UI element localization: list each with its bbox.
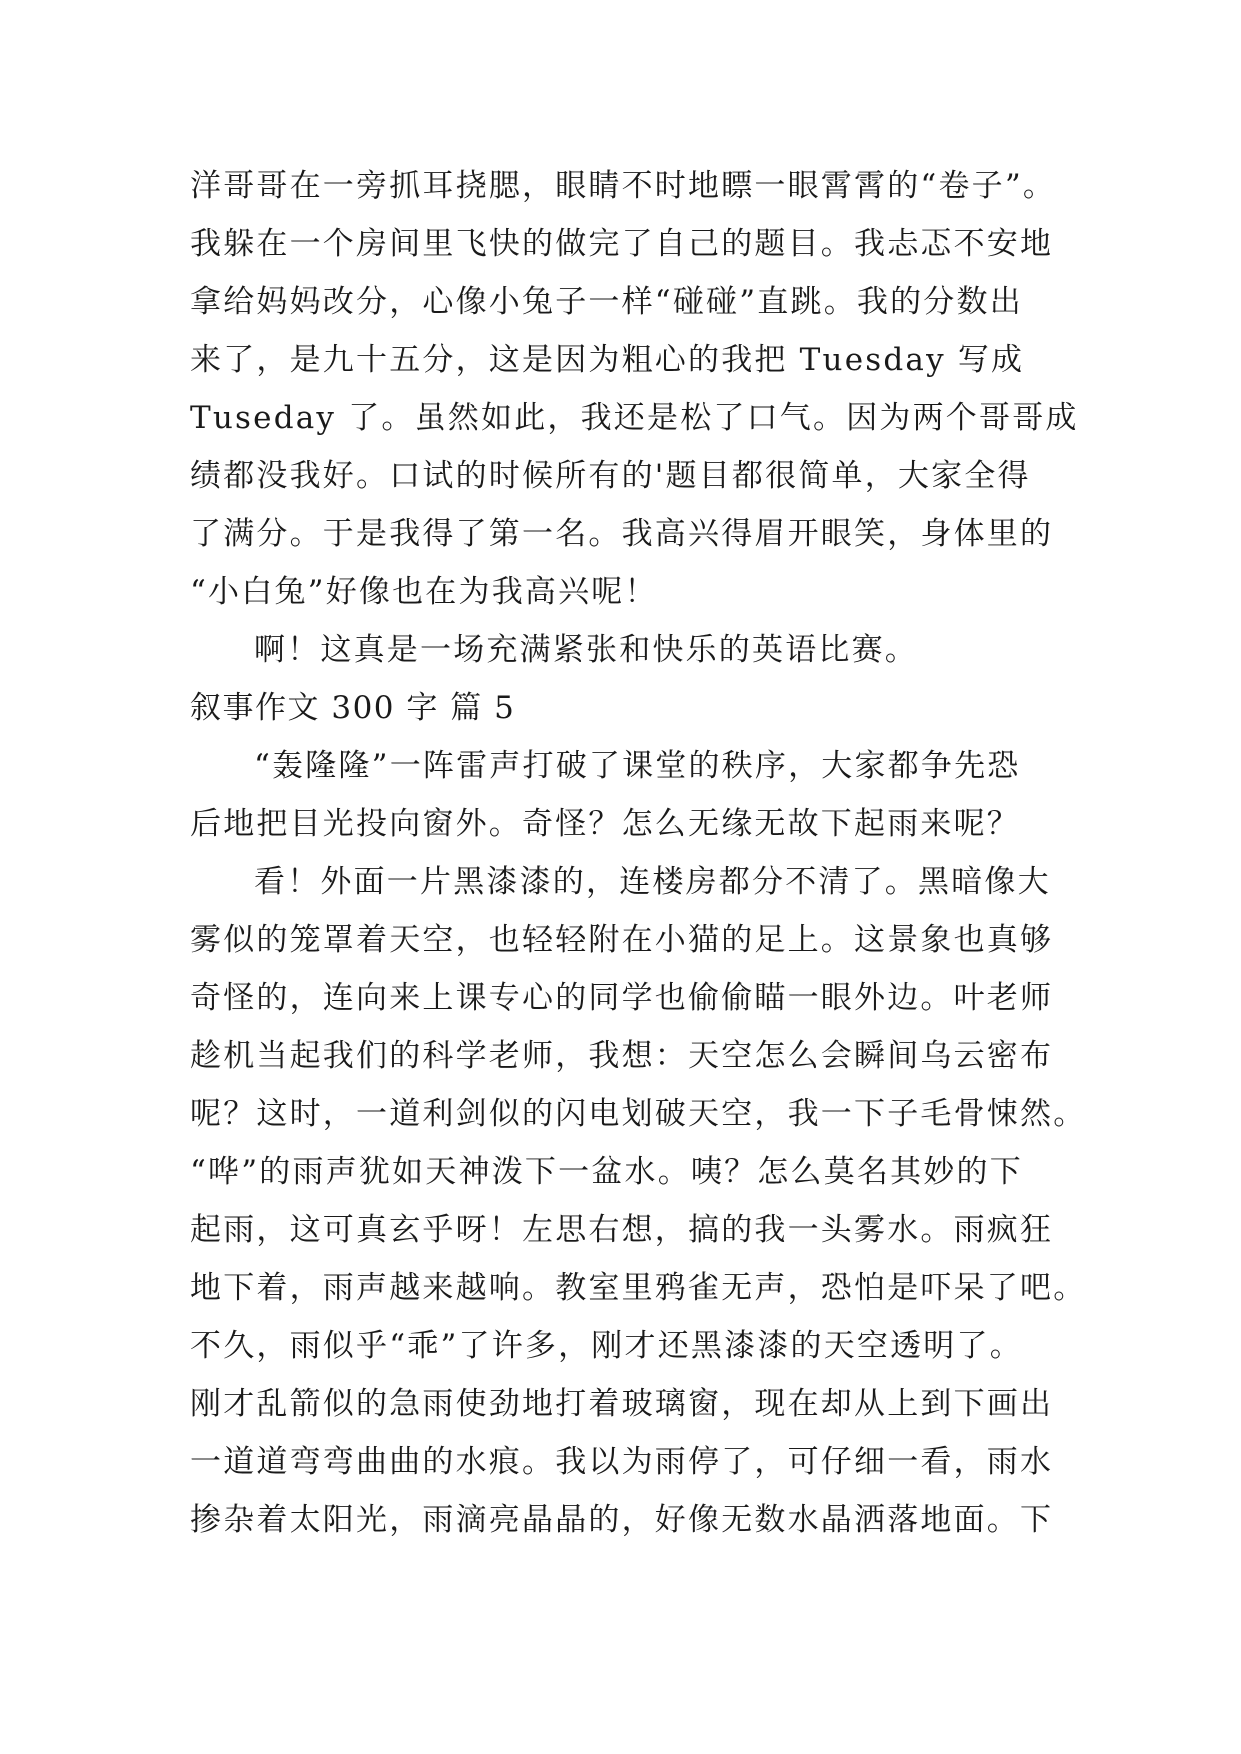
text-line: 洋哥哥在一旁抓耳挠腮，眼睛不时地瞟一眼霄霄的“卷子”。 [190,168,1057,204]
text-line: 掺杂着太阳光，雨滴亮晶晶的，好像无数水晶洒落地面。下 [190,1502,1054,1538]
text-line: 了满分。于是我得了第一名。我高兴得眉开眼笑，身体里的 [190,516,1054,552]
text-line: Tuseday 了。虽然如此，我还是松了口气。因为两个哥哥成 [190,400,1079,436]
text-line: 不久，雨似乎“乖”了许多，刚才还黑漆漆的天空透明了。 [190,1328,1023,1364]
text-line: 奇怪的，连向来上课专心的同学也偷偷瞄一眼外边。叶老师 [190,980,1054,1016]
text-line: 趁机当起我们的科学老师，我想：天空怎么会瞬间乌云密布 [190,1038,1054,1074]
text-line: 我躲在一个房间里飞快的做完了自己的题目。我忐忑不安地 [190,226,1054,262]
text-line: 绩都没我好。口试的时候所有的'题目都很简单，大家全得 [190,458,1031,494]
text-line: 呢？这时，一道利剑似的闪电划破天空，我一下子毛骨悚然。 [190,1096,1087,1132]
text-line: “小白兔”好像也在为我高兴呢！ [190,574,658,610]
text-line: 拿给妈妈改分，心像小兔子一样“碰碰”直跳。我的分数出 [190,284,1023,320]
text-line: 一道道弯弯曲曲的水痕。我以为雨停了，可仔细一看，雨水 [190,1444,1054,1480]
section-heading: 叙事作文 300 字 篇 5 [190,690,516,726]
text-line: 雾似的笼罩着天空，也轻轻附在小猫的足上。这景象也真够 [190,922,1054,958]
paragraph-first-line: 啊！这真是一场充满紧张和快乐的英语比赛。 [254,632,918,668]
text-line: “哗”的雨声犹如天神泼下一盆水。咦？怎么莫名其妙的下 [190,1154,1023,1190]
text-line: 后地把目光投向窗外。奇怪？怎么无缘无故下起雨来呢？ [190,806,1020,842]
paragraph-first-line: “轰隆隆”一阵雷声打破了课堂的秩序，大家都争先恐 [254,748,1021,784]
paragraph-first-line: 看！外面一片黑漆漆的，连楼房都分不清了。黑暗像大 [254,864,1051,900]
text-line: 刚才乱箭似的急雨使劲地打着玻璃窗，现在却从上到下画出 [190,1386,1054,1422]
text-line: 来了，是九十五分，这是因为粗心的我把 Tuesday 写成 [190,342,1025,378]
text-line: 起雨，这可真玄乎呀！左思右想，搞的我一头雾水。雨疯狂 [190,1212,1054,1248]
text-line: 地下着，雨声越来越响。教室里鸦雀无声，恐怕是吓呆了吧。 [190,1270,1087,1306]
